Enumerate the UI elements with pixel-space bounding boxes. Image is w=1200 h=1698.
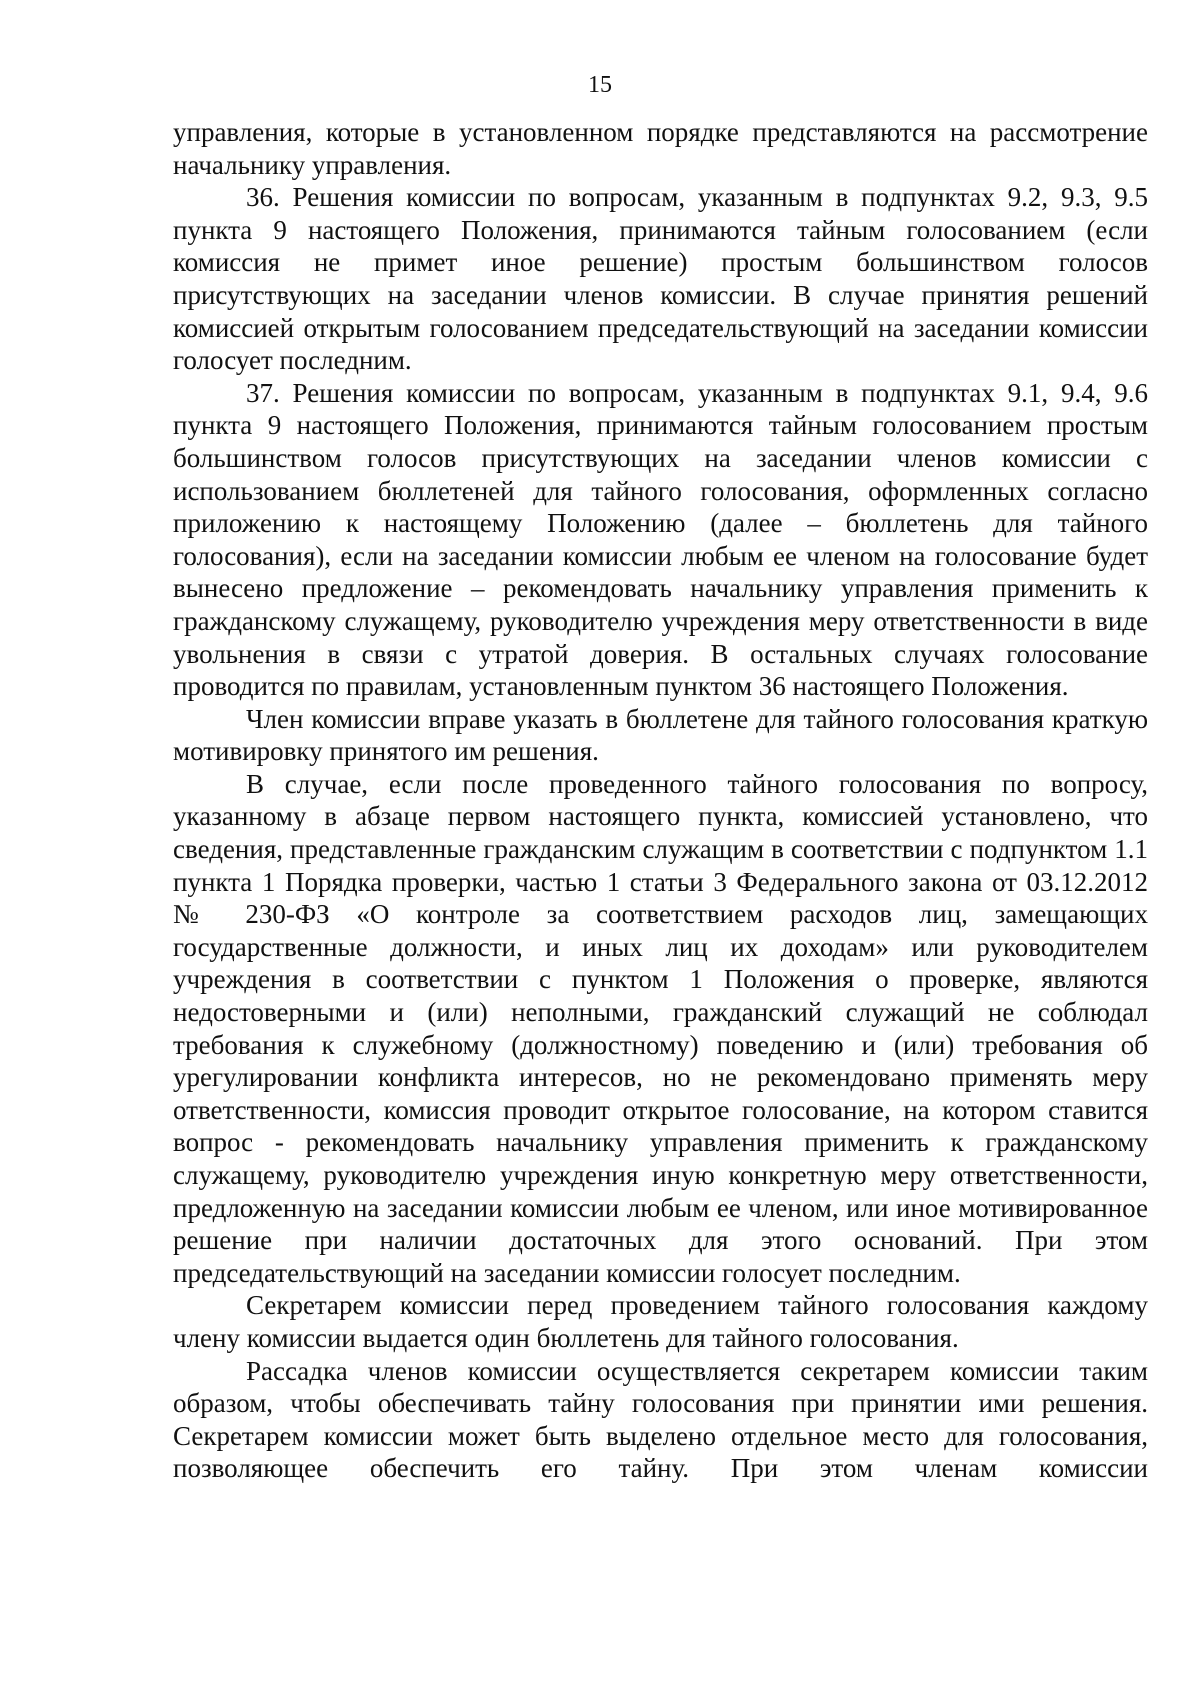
paragraph-continuation: управления, которые в установленном порядке представляются на рассмотрение начальнику управления. xyxy=(173,117,1148,180)
paragraph-item-36: 36. Решения комиссии по вопросам, указанным в подпунктах 9.2, 9.3, 9.5 пункта 9 настоящего Положения, принимаются тайным голосованием (если комиссия не примет иное решение) простым большинством голосов присутствующих на заседании членов комиссии. В случае принятия решений комиссией открытым голосованием председательствующий на заседании комиссии голосует последним. xyxy=(173,182,1148,376)
paragraph-open-vote: В случае, если после проведенного тайного голосования по вопросу, указанному в абзаце первом настоящего пункта, комиссией установлено, что сведения, представленные гражданским служащим в соответствии с подпунктом 1.1 пункта 1 Порядка проверки, частью 1 статьи 3 Федерального закона от 03.12.2012 № 230-ФЗ «О контроле за соответствием расходов лиц, замещающих государственные должности, и иных лиц их доходам» или руководителем учреждения в соответствии с пунктом 1 Положения о проверке, являются недостоверными и (или) неполными, гражданский служащий не соблюдал требования к служебному (должностному) поведению и (или) требования об урегулировании конфликта интересов, но не рекомендовано применять меру ответственности, комиссия проводит открытое голосование, на котором ставится вопрос - рекомендовать начальнику управления применить к гражданскому служащему, руководителю учреждения иную конкретную меру ответственности, предложенную на заседании комиссии любым ее членом, или иное мотивированное решение при наличии достаточных для этого оснований. При этом председательствующий на заседании комиссии голосует последним. xyxy=(173,768,1148,1288)
document-body xyxy=(173,116,1148,1485)
paragraph-member-motivation: Член комиссии вправе указать в бюллетене для тайного голосования краткую мотивировку принятого им решения. xyxy=(173,703,1148,767)
paragraph-ballot-issue: Секретарем комиссии перед проведением тайного голосования каждому члену комиссии выдается один бюллетень для тайного голосования. xyxy=(173,1290,1148,1353)
paragraph-item-37: 37. Решения комиссии по вопросам, указанным в подпунктах 9.1, 9.4, 9.6 пункта 9 настоящего Положения, принимаются тайным голосованием простым большинством голосов присутствующих на заседании членов комиссии с использованием бюллетеней для тайного голосования, оформленных согласно приложению к настоящему Положению (далее – бюллетень для тайного голосования), если на заседании комиссии любым ее членом на голосование будет вынесено предложение – рекомендовать начальнику управления применить к гражданскому служащему, руководителю учреждения меру ответственности в виде увольнения в связи с утратой доверия. В остальных случаях голосование проводится по правилам, установленным пунктом 36 настоящего Положения. xyxy=(173,377,1148,702)
page-number: 15 xyxy=(588,72,612,98)
paragraph-seating: Рассадка членов комиссии осуществляется секретарем комиссии таким образом, чтобы обеспечивать тайну голосования при принятии ими решения. Секретарем комиссии может быть выделено отдельное место для голосования, позволяющее обеспечить его тайну. При этом членам комиссии xyxy=(173,1355,1148,1484)
